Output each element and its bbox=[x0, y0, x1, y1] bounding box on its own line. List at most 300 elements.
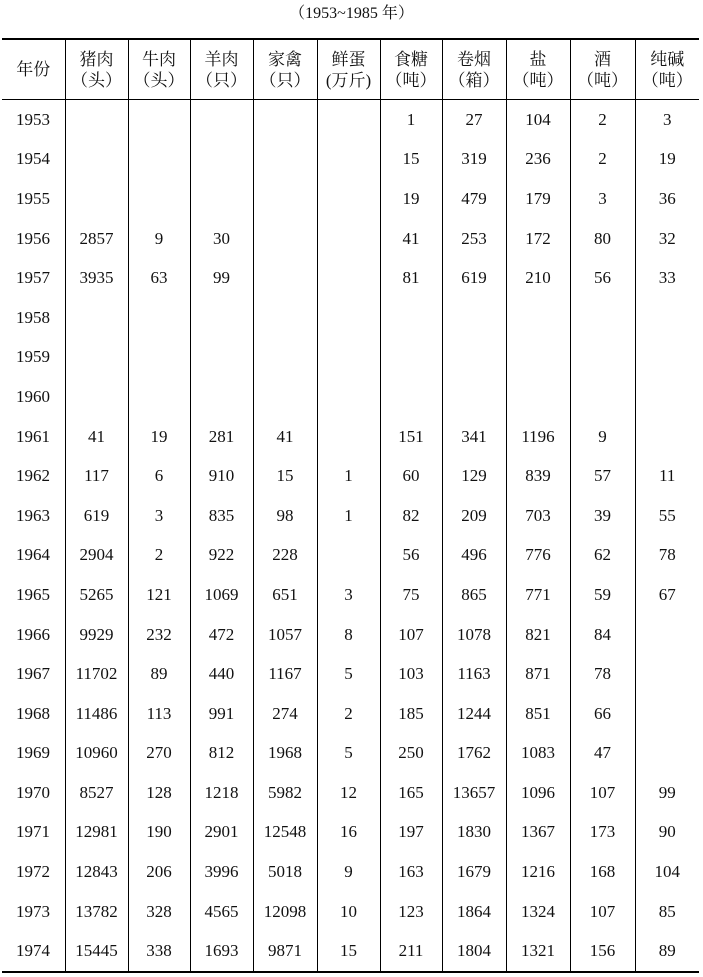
column-header-unit: （吨） bbox=[512, 70, 564, 90]
value-cell: 113 bbox=[128, 694, 190, 734]
table-row bbox=[2, 852, 699, 892]
value-cell: 1218 bbox=[190, 773, 253, 813]
value-cell: 56 bbox=[380, 536, 442, 576]
value-cell: 2 bbox=[570, 100, 635, 140]
value-cell: 1830 bbox=[442, 813, 506, 853]
table-row bbox=[2, 179, 699, 219]
value-cell: 703 bbox=[506, 496, 570, 536]
value-cell bbox=[253, 377, 317, 417]
value-cell: 197 bbox=[380, 813, 442, 853]
year-cell: 1964 bbox=[2, 536, 65, 576]
value-cell: 85 bbox=[635, 892, 699, 932]
value-cell: 1804 bbox=[442, 931, 506, 972]
value-cell: 82 bbox=[380, 496, 442, 536]
value-cell: 3 bbox=[128, 496, 190, 536]
value-cell: 1762 bbox=[442, 734, 506, 774]
value-cell: 55 bbox=[635, 496, 699, 536]
value-cell bbox=[65, 298, 128, 338]
value-cell: 776 bbox=[506, 536, 570, 576]
column-header-unit: （头） bbox=[71, 70, 122, 90]
value-cell bbox=[190, 100, 253, 140]
year-cell: 1961 bbox=[2, 417, 65, 457]
value-cell: 9 bbox=[128, 219, 190, 259]
value-cell: 1367 bbox=[506, 813, 570, 853]
value-cell: 206 bbox=[128, 852, 190, 892]
column-header-unit: （头） bbox=[133, 70, 185, 90]
value-cell bbox=[190, 140, 253, 180]
value-cell: 328 bbox=[128, 892, 190, 932]
value-cell: 1324 bbox=[506, 892, 570, 932]
value-cell: 121 bbox=[128, 575, 190, 615]
value-cell: 11 bbox=[635, 456, 699, 496]
table-subtitle: （1953~1985 年） bbox=[289, 5, 414, 22]
value-cell: 8 bbox=[317, 615, 380, 655]
value-cell: 1321 bbox=[506, 931, 570, 972]
value-cell: 33 bbox=[635, 258, 699, 298]
column-header bbox=[190, 39, 253, 100]
value-cell: 173 bbox=[570, 813, 635, 853]
value-cell bbox=[635, 694, 699, 734]
year-cell: 1953 bbox=[2, 100, 65, 140]
value-cell: 922 bbox=[190, 536, 253, 576]
value-cell bbox=[253, 100, 317, 140]
value-cell bbox=[253, 338, 317, 378]
column-header-unit: （吨） bbox=[385, 70, 437, 90]
value-cell: 253 bbox=[442, 219, 506, 259]
value-cell bbox=[253, 298, 317, 338]
value-cell: 165 bbox=[380, 773, 442, 813]
value-cell: 27 bbox=[442, 100, 506, 140]
value-cell: 107 bbox=[570, 892, 635, 932]
value-cell: 3 bbox=[570, 179, 635, 219]
column-header bbox=[65, 39, 128, 100]
table-row bbox=[2, 734, 699, 774]
value-cell: 1167 bbox=[253, 654, 317, 694]
value-cell bbox=[253, 219, 317, 259]
value-cell bbox=[317, 536, 380, 576]
value-cell: 319 bbox=[442, 140, 506, 180]
table-row bbox=[2, 338, 699, 378]
value-cell bbox=[442, 298, 506, 338]
column-header-name: 纯碱 bbox=[650, 49, 685, 69]
value-cell: 15445 bbox=[65, 931, 128, 972]
year-cell: 1974 bbox=[2, 931, 65, 972]
value-cell: 910 bbox=[190, 456, 253, 496]
value-cell: 211 bbox=[380, 931, 442, 972]
value-cell bbox=[442, 377, 506, 417]
value-cell: 9 bbox=[317, 852, 380, 892]
value-cell: 12098 bbox=[253, 892, 317, 932]
value-cell: 2904 bbox=[65, 536, 128, 576]
value-cell: 771 bbox=[506, 575, 570, 615]
value-cell: 78 bbox=[635, 536, 699, 576]
table-row bbox=[2, 496, 699, 536]
value-cell bbox=[506, 298, 570, 338]
table-row bbox=[2, 298, 699, 338]
column-header-name: 酒 bbox=[594, 49, 611, 69]
value-cell bbox=[635, 338, 699, 378]
value-cell: 60 bbox=[380, 456, 442, 496]
value-cell: 84 bbox=[570, 615, 635, 655]
table-row bbox=[2, 892, 699, 932]
value-cell: 104 bbox=[635, 852, 699, 892]
value-cell: 341 bbox=[442, 417, 506, 457]
column-header bbox=[442, 39, 506, 100]
year-cell: 1966 bbox=[2, 615, 65, 655]
table-row bbox=[2, 931, 699, 972]
value-cell: 128 bbox=[128, 773, 190, 813]
year-cell: 1958 bbox=[2, 298, 65, 338]
year-cell: 1969 bbox=[2, 734, 65, 774]
value-cell: 479 bbox=[442, 179, 506, 219]
value-cell: 851 bbox=[506, 694, 570, 734]
value-cell bbox=[635, 734, 699, 774]
value-cell bbox=[65, 100, 128, 140]
value-cell: 15 bbox=[380, 140, 442, 180]
value-cell bbox=[317, 140, 380, 180]
table-row bbox=[2, 536, 699, 576]
value-cell bbox=[128, 298, 190, 338]
value-cell: 1078 bbox=[442, 615, 506, 655]
data-table bbox=[2, 38, 699, 973]
year-cell: 1970 bbox=[2, 773, 65, 813]
column-header-unit: （吨） bbox=[577, 70, 628, 90]
value-cell: 19 bbox=[128, 417, 190, 457]
value-cell: 13657 bbox=[442, 773, 506, 813]
value-cell bbox=[570, 377, 635, 417]
value-cell: 3996 bbox=[190, 852, 253, 892]
value-cell: 80 bbox=[570, 219, 635, 259]
value-cell bbox=[128, 100, 190, 140]
value-cell: 59 bbox=[570, 575, 635, 615]
table-row bbox=[2, 377, 699, 417]
value-cell: 151 bbox=[380, 417, 442, 457]
value-cell: 39 bbox=[570, 496, 635, 536]
column-header-unit: （箱） bbox=[448, 70, 500, 90]
column-header-name: 食糖 bbox=[394, 49, 428, 69]
column-header bbox=[2, 39, 65, 100]
value-cell: 15 bbox=[253, 456, 317, 496]
value-cell: 270 bbox=[128, 734, 190, 774]
value-cell: 5265 bbox=[65, 575, 128, 615]
value-cell: 9 bbox=[570, 417, 635, 457]
table-header-row bbox=[2, 39, 699, 100]
value-cell: 13782 bbox=[65, 892, 128, 932]
value-cell: 2 bbox=[317, 694, 380, 734]
value-cell: 210 bbox=[506, 258, 570, 298]
value-cell: 81 bbox=[380, 258, 442, 298]
year-cell: 1955 bbox=[2, 179, 65, 219]
value-cell: 12843 bbox=[65, 852, 128, 892]
year-cell: 1967 bbox=[2, 654, 65, 694]
value-cell: 5 bbox=[317, 654, 380, 694]
value-cell: 168 bbox=[570, 852, 635, 892]
value-cell: 991 bbox=[190, 694, 253, 734]
value-cell: 156 bbox=[570, 931, 635, 972]
value-cell bbox=[635, 654, 699, 694]
value-cell bbox=[635, 615, 699, 655]
column-header-name: 家禽 bbox=[268, 49, 302, 69]
value-cell: 99 bbox=[635, 773, 699, 813]
value-cell bbox=[253, 140, 317, 180]
value-cell: 228 bbox=[253, 536, 317, 576]
value-cell: 12548 bbox=[253, 813, 317, 853]
value-cell bbox=[128, 338, 190, 378]
value-cell: 3 bbox=[317, 575, 380, 615]
value-cell: 185 bbox=[380, 694, 442, 734]
table-row bbox=[2, 654, 699, 694]
value-cell: 3 bbox=[635, 100, 699, 140]
column-header-unit: (万斤) bbox=[325, 70, 372, 90]
value-cell: 90 bbox=[635, 813, 699, 853]
column-header-name: 鲜蛋 bbox=[331, 49, 366, 69]
value-cell: 209 bbox=[442, 496, 506, 536]
table-row bbox=[2, 773, 699, 813]
value-cell: 619 bbox=[65, 496, 128, 536]
value-cell: 78 bbox=[570, 654, 635, 694]
value-cell: 32 bbox=[635, 219, 699, 259]
value-cell: 12981 bbox=[65, 813, 128, 853]
column-header bbox=[570, 39, 635, 100]
table-row bbox=[2, 100, 699, 140]
value-cell: 236 bbox=[506, 140, 570, 180]
value-cell: 47 bbox=[570, 734, 635, 774]
value-cell bbox=[570, 338, 635, 378]
value-cell: 19 bbox=[635, 140, 699, 180]
value-cell: 5018 bbox=[253, 852, 317, 892]
value-cell: 89 bbox=[635, 931, 699, 972]
value-cell: 839 bbox=[506, 456, 570, 496]
year-cell: 1968 bbox=[2, 694, 65, 734]
table-row bbox=[2, 417, 699, 457]
value-cell: 1679 bbox=[442, 852, 506, 892]
value-cell: 107 bbox=[570, 773, 635, 813]
column-header-name: 猪肉 bbox=[79, 49, 114, 69]
value-cell: 871 bbox=[506, 654, 570, 694]
value-cell bbox=[506, 338, 570, 378]
value-cell: 2 bbox=[128, 536, 190, 576]
value-cell: 123 bbox=[380, 892, 442, 932]
table-row bbox=[2, 813, 699, 853]
value-cell: 1968 bbox=[253, 734, 317, 774]
value-cell: 1196 bbox=[506, 417, 570, 457]
value-cell bbox=[380, 298, 442, 338]
value-cell bbox=[317, 417, 380, 457]
value-cell: 1216 bbox=[506, 852, 570, 892]
value-cell: 129 bbox=[442, 456, 506, 496]
value-cell bbox=[128, 140, 190, 180]
value-cell: 9929 bbox=[65, 615, 128, 655]
column-header-unit: （吨） bbox=[641, 70, 693, 90]
table-row bbox=[2, 258, 699, 298]
value-cell: 338 bbox=[128, 931, 190, 972]
value-cell: 117 bbox=[65, 456, 128, 496]
value-cell bbox=[65, 140, 128, 180]
value-cell bbox=[380, 377, 442, 417]
value-cell: 1057 bbox=[253, 615, 317, 655]
value-cell: 1083 bbox=[506, 734, 570, 774]
value-cell bbox=[317, 258, 380, 298]
year-cell: 1954 bbox=[2, 140, 65, 180]
value-cell: 1 bbox=[317, 496, 380, 536]
year-cell: 1957 bbox=[2, 258, 65, 298]
value-cell: 89 bbox=[128, 654, 190, 694]
year-cell: 1962 bbox=[2, 456, 65, 496]
value-cell bbox=[190, 377, 253, 417]
value-cell: 163 bbox=[380, 852, 442, 892]
column-header bbox=[317, 39, 380, 100]
table-body bbox=[2, 100, 699, 973]
value-cell bbox=[317, 338, 380, 378]
table-row bbox=[2, 615, 699, 655]
value-cell: 62 bbox=[570, 536, 635, 576]
value-cell bbox=[317, 100, 380, 140]
year-cell: 1960 bbox=[2, 377, 65, 417]
value-cell: 19 bbox=[380, 179, 442, 219]
value-cell bbox=[635, 417, 699, 457]
year-cell: 1973 bbox=[2, 892, 65, 932]
value-cell: 4565 bbox=[190, 892, 253, 932]
value-cell bbox=[65, 179, 128, 219]
value-cell: 190 bbox=[128, 813, 190, 853]
value-cell bbox=[65, 377, 128, 417]
column-header bbox=[380, 39, 442, 100]
column-header-name: 牛肉 bbox=[142, 49, 176, 69]
table-row bbox=[2, 456, 699, 496]
value-cell: 10 bbox=[317, 892, 380, 932]
value-cell bbox=[253, 258, 317, 298]
value-cell: 16 bbox=[317, 813, 380, 853]
value-cell bbox=[570, 298, 635, 338]
value-cell: 67 bbox=[635, 575, 699, 615]
value-cell: 8527 bbox=[65, 773, 128, 813]
column-header bbox=[506, 39, 570, 100]
column-header-unit: （只） bbox=[259, 70, 311, 90]
year-cell: 1963 bbox=[2, 496, 65, 536]
value-cell: 5982 bbox=[253, 773, 317, 813]
value-cell bbox=[128, 377, 190, 417]
value-cell bbox=[317, 377, 380, 417]
value-cell: 812 bbox=[190, 734, 253, 774]
value-cell: 250 bbox=[380, 734, 442, 774]
value-cell: 9871 bbox=[253, 931, 317, 972]
value-cell: 30 bbox=[190, 219, 253, 259]
value-cell: 1 bbox=[380, 100, 442, 140]
value-cell: 1244 bbox=[442, 694, 506, 734]
value-cell: 1163 bbox=[442, 654, 506, 694]
value-cell bbox=[190, 179, 253, 219]
year-cell: 1959 bbox=[2, 338, 65, 378]
table-row bbox=[2, 219, 699, 259]
value-cell: 11486 bbox=[65, 694, 128, 734]
value-cell: 99 bbox=[190, 258, 253, 298]
column-header-name: 盐 bbox=[529, 49, 547, 69]
value-cell: 5 bbox=[317, 734, 380, 774]
value-cell: 63 bbox=[128, 258, 190, 298]
column-header-name: 羊肉 bbox=[204, 49, 239, 69]
value-cell: 1069 bbox=[190, 575, 253, 615]
value-cell: 103 bbox=[380, 654, 442, 694]
value-cell: 1096 bbox=[506, 773, 570, 813]
value-cell: 496 bbox=[442, 536, 506, 576]
value-cell: 107 bbox=[380, 615, 442, 655]
value-cell: 41 bbox=[253, 417, 317, 457]
table-row bbox=[2, 575, 699, 615]
value-cell bbox=[190, 338, 253, 378]
value-cell: 2857 bbox=[65, 219, 128, 259]
value-cell bbox=[190, 298, 253, 338]
value-cell bbox=[317, 298, 380, 338]
value-cell: 15 bbox=[317, 931, 380, 972]
value-cell: 41 bbox=[380, 219, 442, 259]
value-cell: 57 bbox=[570, 456, 635, 496]
value-cell: 821 bbox=[506, 615, 570, 655]
value-cell: 865 bbox=[442, 575, 506, 615]
value-cell bbox=[506, 377, 570, 417]
value-cell: 2 bbox=[570, 140, 635, 180]
value-cell: 66 bbox=[570, 694, 635, 734]
value-cell: 104 bbox=[506, 100, 570, 140]
value-cell: 1864 bbox=[442, 892, 506, 932]
year-cell: 1972 bbox=[2, 852, 65, 892]
value-cell bbox=[128, 179, 190, 219]
value-cell bbox=[635, 377, 699, 417]
value-cell bbox=[317, 179, 380, 219]
value-cell: 3935 bbox=[65, 258, 128, 298]
column-header-unit: （只） bbox=[196, 70, 247, 90]
value-cell: 41 bbox=[65, 417, 128, 457]
column-header bbox=[128, 39, 190, 100]
value-cell: 2901 bbox=[190, 813, 253, 853]
value-cell: 1693 bbox=[190, 931, 253, 972]
value-cell bbox=[380, 338, 442, 378]
year-cell: 1971 bbox=[2, 813, 65, 853]
value-cell bbox=[442, 338, 506, 378]
column-header-name: 卷烟 bbox=[457, 49, 491, 69]
value-cell: 835 bbox=[190, 496, 253, 536]
value-cell: 36 bbox=[635, 179, 699, 219]
value-cell bbox=[635, 298, 699, 338]
column-header bbox=[253, 39, 317, 100]
value-cell: 440 bbox=[190, 654, 253, 694]
value-cell: 274 bbox=[253, 694, 317, 734]
year-cell: 1965 bbox=[2, 575, 65, 615]
value-cell: 12 bbox=[317, 773, 380, 813]
value-cell: 179 bbox=[506, 179, 570, 219]
value-cell: 10960 bbox=[65, 734, 128, 774]
table-row bbox=[2, 140, 699, 180]
value-cell: 6 bbox=[128, 456, 190, 496]
value-cell: 56 bbox=[570, 258, 635, 298]
value-cell: 472 bbox=[190, 615, 253, 655]
value-cell: 98 bbox=[253, 496, 317, 536]
column-header bbox=[635, 39, 699, 100]
value-cell: 11702 bbox=[65, 654, 128, 694]
value-cell: 232 bbox=[128, 615, 190, 655]
year-cell: 1956 bbox=[2, 219, 65, 259]
value-cell: 619 bbox=[442, 258, 506, 298]
table-row bbox=[2, 694, 699, 734]
value-cell: 75 bbox=[380, 575, 442, 615]
value-cell bbox=[317, 219, 380, 259]
value-cell: 1 bbox=[317, 456, 380, 496]
value-cell: 172 bbox=[506, 219, 570, 259]
value-cell: 651 bbox=[253, 575, 317, 615]
value-cell bbox=[65, 338, 128, 378]
value-cell: 281 bbox=[190, 417, 253, 457]
value-cell bbox=[253, 179, 317, 219]
column-header-name: 年份 bbox=[16, 60, 51, 79]
